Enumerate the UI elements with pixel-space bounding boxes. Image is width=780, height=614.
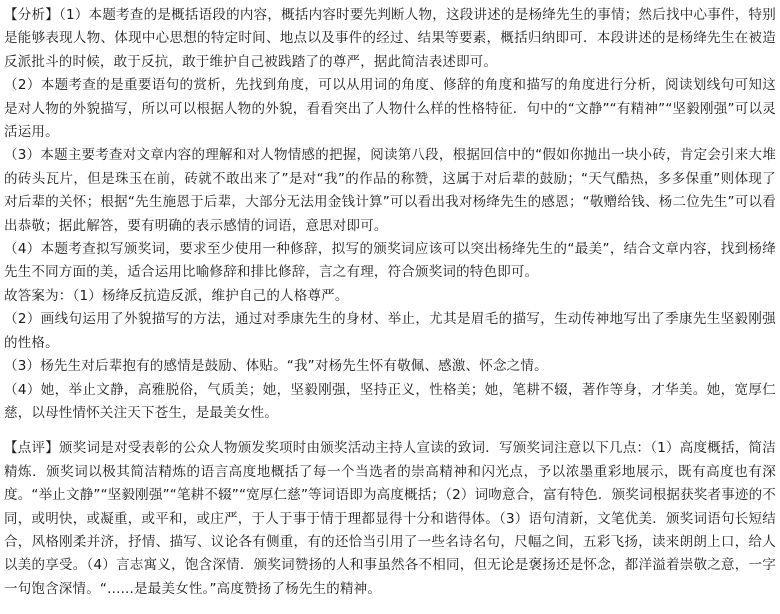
analysis-part-1: 【分析】（1）本题考查的是概括语段的内容，概括内容时要先判断人物，这段讲述的是杨绛先生的事情；然后找中心事件，特别是能够表现人物、体现中心思想的特定时间、地点以及事件的经过、结果等要素，概括归纳即可．本段讲述的是杨绛先生在被造反派批斗的时候，敢于反抗，敢于维护自己被践踏了的尊严，据此简洁表述即可。 bbox=[4, 7, 776, 70]
answer-3: （3）杨先生对后辈抱有的感情是鼓励、体贴。“我”对杨先生怀有敬佩、感激、怀念之情。 bbox=[4, 358, 548, 375]
comment-paragraph: 【点评】颁奖词是对受表彰的公众人物颁发奖项时由颁奖活动主持人宣读的致词．写颁奖词注意以下几点：（1）高度概括，简洁精炼．颁奖词以极其简洁精炼的语言高度地概括了每一个当选者的崇高精神和闪光点，予以浓墨重彩地展示，既有高度也有深度。“举止文静”“坚毅刚强”“笔耕不辍”“宽厚仁慈”等词语即为高度概括；（2）词吻意合，富有特色．颁奖词根据获奖者事迹的不同，或明快，或凝重，或平和，或庄严，于人于事于情于理都显得十分和谐得体。（3）语句清新，文笔优美．颁奖词语句长短结合，风格刚柔并济，抒情、描写、议论各有侧重，有的还恰当引用了一些名诗名句，尺幅之间，五彩飞扬，读来朗朗上口，给人以美的享受。（4）言志寓义，饱含深情．颁奖词赞扬的人和事虽然各不相同，但无论是褒扬还是怀念，都洋溢着崇敬之意，一字一句饱含深情。“......是最美女性。”高度赞扬了杨先生的精神。 bbox=[4, 440, 776, 597]
analysis-part-3: （3）本题主要考查对文章内容的理解和对人物情感的把握，阅读第八段，根据回信中的“假如你抛出一块小砖，肯定会引来大堆的砖头瓦片，但是珠玉在前，砖就不敢出来了”是对“我”的作品的称赞，这属于对后辈的鼓励；“天气酷热，多多保重”则体现了对后辈的关怀；根据“先生施恩于后辈，大部分无法用金钱计算”可以看出我对杨绛先生的感恩；“敬赠给钱、杨二位先生”可以看出恭敬；据此解答，要有明确的表示感情的词语，意思对即可。 bbox=[4, 147, 776, 234]
answer-intro: 故答案为：（1）杨绛反抗造反派，维护自己的人格尊严。 bbox=[4, 287, 349, 304]
answer-4: （4）她，举止文静，高雅脱俗，气质美；她，坚毅刚强，坚持正义，性格美；她，笔耕不辍，著作等身，才华美。她，宽厚仁慈，以母性情怀关注天下苍生，是最美女性。 bbox=[4, 381, 776, 421]
analysis-part-4: （4）本题考查拟写颁奖词，要求至少使用一种修辞，拟写的颁奖词应该可以突出杨绛先生的“最美”，结合文章内容，找到杨绛先生不同方面的美，适合运用比喻修辞和排比修辞，言之有理，符合颁奖词的特色即可。 bbox=[4, 241, 776, 281]
analysis-part-2: （2）本题考查的是重要语句的赏析，先找到角度，可以从用词的角度、修辞的角度和描写的角度进行分析，阅读划线句可知这是对人物的外貌描写，所以可以根据人物的外貌，看看突出了人物什么样的性格特征．句中的“文静”“有精神”“坚毅刚强”可以灵活运用。 bbox=[4, 77, 776, 141]
section-gap bbox=[4, 425, 776, 437]
answer-2: （2）画线句运用了外貌描写的方法，通过对季康先生的身材、举止，尤其是眉毛的描写，生动传神地写出了季康先生坚毅刚强的性格。 bbox=[4, 311, 776, 351]
